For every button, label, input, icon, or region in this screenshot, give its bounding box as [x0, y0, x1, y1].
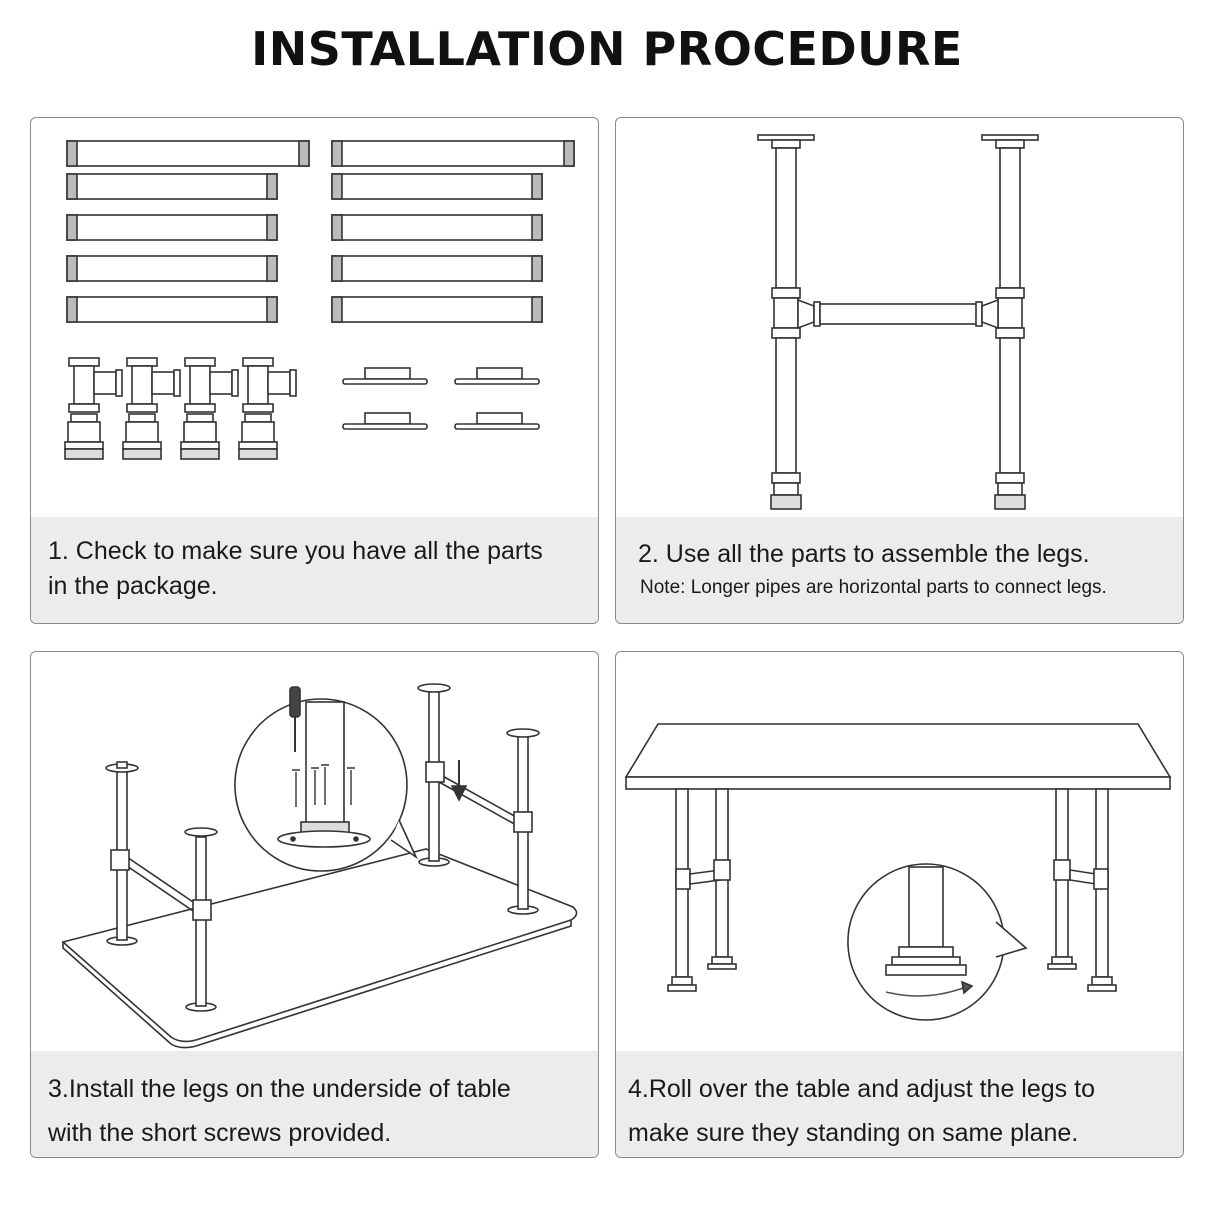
leveling-feet	[65, 414, 277, 459]
pipe-short-left-3	[67, 256, 277, 281]
legs-right	[1048, 789, 1116, 991]
floor-flange-1	[343, 368, 427, 384]
floor-flange-3	[343, 413, 427, 429]
tabletop-underside	[63, 849, 577, 1041]
step-4-line-1: 4.Roll over the table and adjust the legs to	[628, 1075, 1095, 1103]
legs-left	[668, 789, 736, 991]
leveling-foot-2	[123, 414, 161, 459]
arrow-down-icon	[452, 760, 466, 800]
pipe-short-left-1	[67, 174, 277, 199]
parts-illustration	[31, 118, 599, 519]
leveling-foot-4	[239, 414, 277, 459]
pipe-short-left-4	[67, 297, 277, 322]
pipe-short-right-2	[332, 215, 542, 240]
finished-table-illustration	[616, 652, 1184, 1053]
step-2-panel	[615, 117, 1184, 624]
crossbar	[798, 300, 998, 328]
tabletop	[626, 724, 1170, 777]
step-4-caption	[616, 1051, 1183, 1157]
step-1-line-2: in the package.	[48, 572, 218, 600]
floor-flange-2	[455, 368, 539, 384]
tee-fitting-4	[243, 358, 296, 412]
step-4-panel	[615, 651, 1184, 1158]
tee-fitting-1	[69, 358, 122, 412]
floor-flanges	[343, 368, 539, 429]
step-1-line-1: 1. Check to make sure you have all the parts	[48, 537, 543, 565]
step-3-caption	[31, 1051, 598, 1157]
pipe-short-right-3	[332, 256, 542, 281]
install-legs-illustration	[31, 652, 599, 1053]
pipe-short-left-2	[67, 215, 277, 240]
crossbar-left-a	[127, 857, 196, 904]
pipe-long-left	[67, 141, 309, 166]
tee-left	[111, 850, 129, 870]
leveling-foot-3	[181, 414, 219, 459]
step-2-note: Note: Longer pipes are horizontal parts to connect legs.	[640, 577, 1107, 598]
zoom-bubble-adjust	[848, 864, 1026, 1020]
leveling-foot-1	[65, 414, 103, 459]
pipe-long-right	[332, 141, 574, 166]
pipes-group	[67, 141, 574, 322]
step-3-panel	[30, 651, 599, 1158]
step-1-panel	[30, 117, 599, 624]
step-3-line-2: with the short screws provided.	[48, 1119, 392, 1147]
step-4-line-2: make sure they standing on same plane.	[628, 1119, 1079, 1147]
zoom-bubble-screws	[235, 687, 416, 871]
leg-frame-illustration	[616, 118, 1184, 519]
tee-fitting-2	[127, 358, 180, 412]
pipe-short-right-1	[332, 174, 542, 199]
step-2-line-1: 2. Use all the parts to assemble the legs.	[638, 540, 1090, 568]
tee-fitting-3	[185, 358, 238, 412]
step-1-caption	[31, 517, 598, 623]
crossbar-left-b	[127, 866, 196, 913]
step-3-line-1: 3.Install the legs on the underside of table	[48, 1075, 511, 1103]
page-title: INSTALLATION PROCEDURE	[251, 22, 963, 76]
floor-flange-4	[455, 413, 539, 429]
step-2-caption	[616, 517, 1183, 623]
pipe-short-right-4	[332, 297, 542, 322]
tee-fittings	[69, 358, 296, 412]
